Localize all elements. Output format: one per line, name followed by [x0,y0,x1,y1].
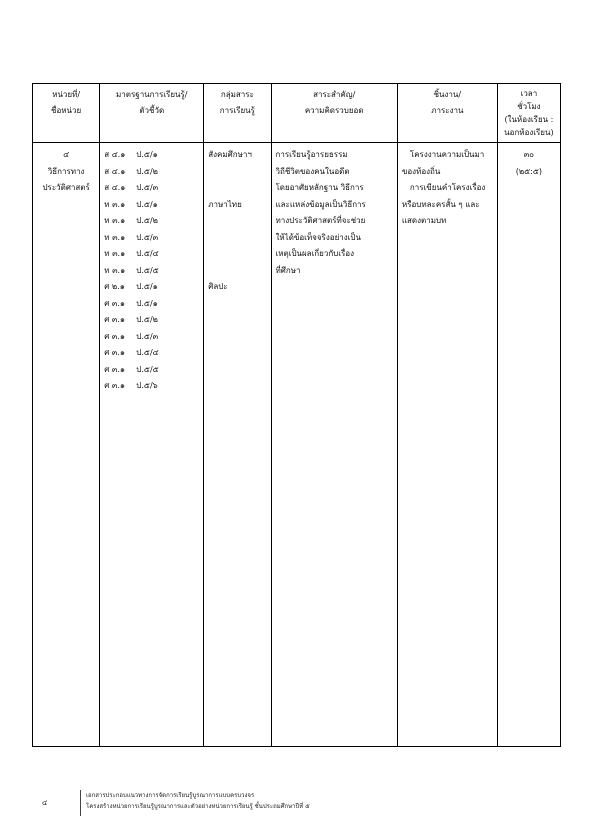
standard-indicator: ป.๕/๑ [136,282,158,291]
standard-indicator: ป.๕/๓ [136,331,159,341]
unit-cell [33,143,100,747]
concept-line: ทางประวัติศาสตร์ที่จะช่วย [275,216,366,225]
standard-indicator: ป.๕/๔ [136,249,159,258]
header-subject-group: กลุ่มสาระ การเรียนรู้ [204,84,271,143]
concept-line: เหตุเป็นผลเกี่ยวกับเรื่อง [275,249,354,258]
concept-cell [271,143,397,747]
time-split: (๒๕:๕) [515,166,543,176]
tasks-cell [397,143,497,747]
standard-indicator: ป.๕/๒ [136,166,158,176]
standard-row [104,164,199,181]
header-time: เวลา ชั่วโมง (ในห้องเรียน : นอกห้องเรียน) [497,84,560,143]
footer-title-line: เอกสารประกอบแนวทางการจัดการเรียนรู้บูรณาการแบบครบวงจร [86,792,255,799]
footer-subtitle-line: โครงสร้างหน่วยการเรียนรู้บูรณาการและตัวอย่างหน่วยการเรียนรู้ ชั้นประถมศึกษาปีที่ ๕ [86,803,310,810]
standard-row [104,312,199,329]
standard-indicator: ป.๕/๑ [136,298,158,308]
standard-code: ส ๔.๑ [104,183,126,192]
curriculum-structure-table [32,83,561,747]
standard-code: ส ๔.๑ [104,150,126,159]
standard-code: ศ ๒.๑ [104,282,125,291]
standard-indicator: ป.๕/๕ [136,364,159,374]
standard-row [104,246,199,263]
subject-arts: ศิลปะ [208,282,228,291]
standard-row [104,279,199,296]
standard-row [104,213,199,230]
standard-row [104,147,199,164]
standard-indicator: ป.๕/๑ [136,199,158,209]
standard-row [104,362,199,379]
standard-code: ท ๓.๑ [104,216,126,225]
standard-row [104,378,199,395]
standard-indicator: ป.๕/๖ [136,381,158,390]
standard-code: ส ๔.๑ [104,166,126,176]
task-line: ของท้องถิ่น [401,166,441,176]
header-unit: หน่วยที่/ ชื่อหน่วย [33,84,100,143]
standard-code: ท ๓.๑ [104,249,126,258]
time-cell [497,143,560,747]
standard-code: ท ๓.๑ [104,265,126,275]
standard-row [104,296,199,313]
standard-row [104,345,199,362]
standards-list [100,143,203,395]
task-line: โครงงานความเป็นมา [409,150,485,159]
standard-code: ท ๓.๑ [104,232,126,242]
subject-thai: ภาษาไทย [208,199,242,209]
task-line: หรือบทละครสั้น ๆ และ [401,199,480,209]
standard-code: ศ ๓.๑ [104,348,125,357]
header-tasks: ชิ้นงาน/ ภาระงาน [397,84,497,143]
standard-code: ศ ๓.๑ [104,381,125,390]
standard-row [104,197,199,214]
concept-line: โดยอาศัยหลักฐาน วิธีการ [275,183,364,192]
table-header-row [33,84,561,143]
task-line: แสดงตามบท [401,216,447,225]
unit-number: ๔ [63,150,70,159]
standards-cell [100,143,204,747]
task-line: การเขียนคำโครงเรื่อง [409,183,486,192]
concept-line: ที่ศึกษา [275,265,301,275]
standard-code: ศ ๓.๑ [104,298,125,308]
standard-row [104,263,199,280]
standard-code: ศ ๓.๑ [104,331,125,341]
standard-indicator: ป.๕/๔ [136,348,159,357]
standard-indicator: ป.๕/๓ [136,232,159,242]
header-standards: มาตรฐานการเรียนรู้/ ตัวชี้วัด [100,84,204,143]
standard-indicator: ป.๕/๕ [136,265,159,275]
standard-code: ศ ๓.๑ [104,364,125,374]
time-hours: ๓๐ [523,150,535,159]
standard-code: ท ๓.๑ [104,199,126,209]
unit-title-line: ประวัติศาสตร์ [42,183,90,192]
standard-row [104,180,199,197]
standard-row [104,329,199,346]
standard-row [104,230,199,247]
subject-group-cell [204,143,271,747]
header-concept: สาระสำคัญ/ ความคิดรวบยอด [271,84,397,143]
standard-indicator: ป.๕/๑ [136,150,158,159]
concept-line: ให้ได้ข้อเท็จจริงอย่างเป็น [275,232,361,242]
concept-line: วิถีชีวิตของคนในอดีต [275,166,350,176]
standard-indicator: ป.๕/๒ [136,315,158,324]
subject-social: สังคมศึกษาฯ [208,150,252,159]
page-footer [0,786,595,826]
standard-indicator: ป.๕/๓ [136,183,159,192]
standard-indicator: ป.๕/๒ [136,216,158,225]
page-number: ๔ [42,799,48,807]
concept-line: และแหล่งข้อมูลเป็นวิธีการ [275,199,366,209]
table-body-row [33,143,561,747]
footer-divider [80,790,81,816]
unit-title-line: วิธีการทาง [47,166,85,176]
concept-line: การเรียนรู้อารยธรรม [275,150,348,159]
standard-code: ศ ๓.๑ [104,315,125,324]
